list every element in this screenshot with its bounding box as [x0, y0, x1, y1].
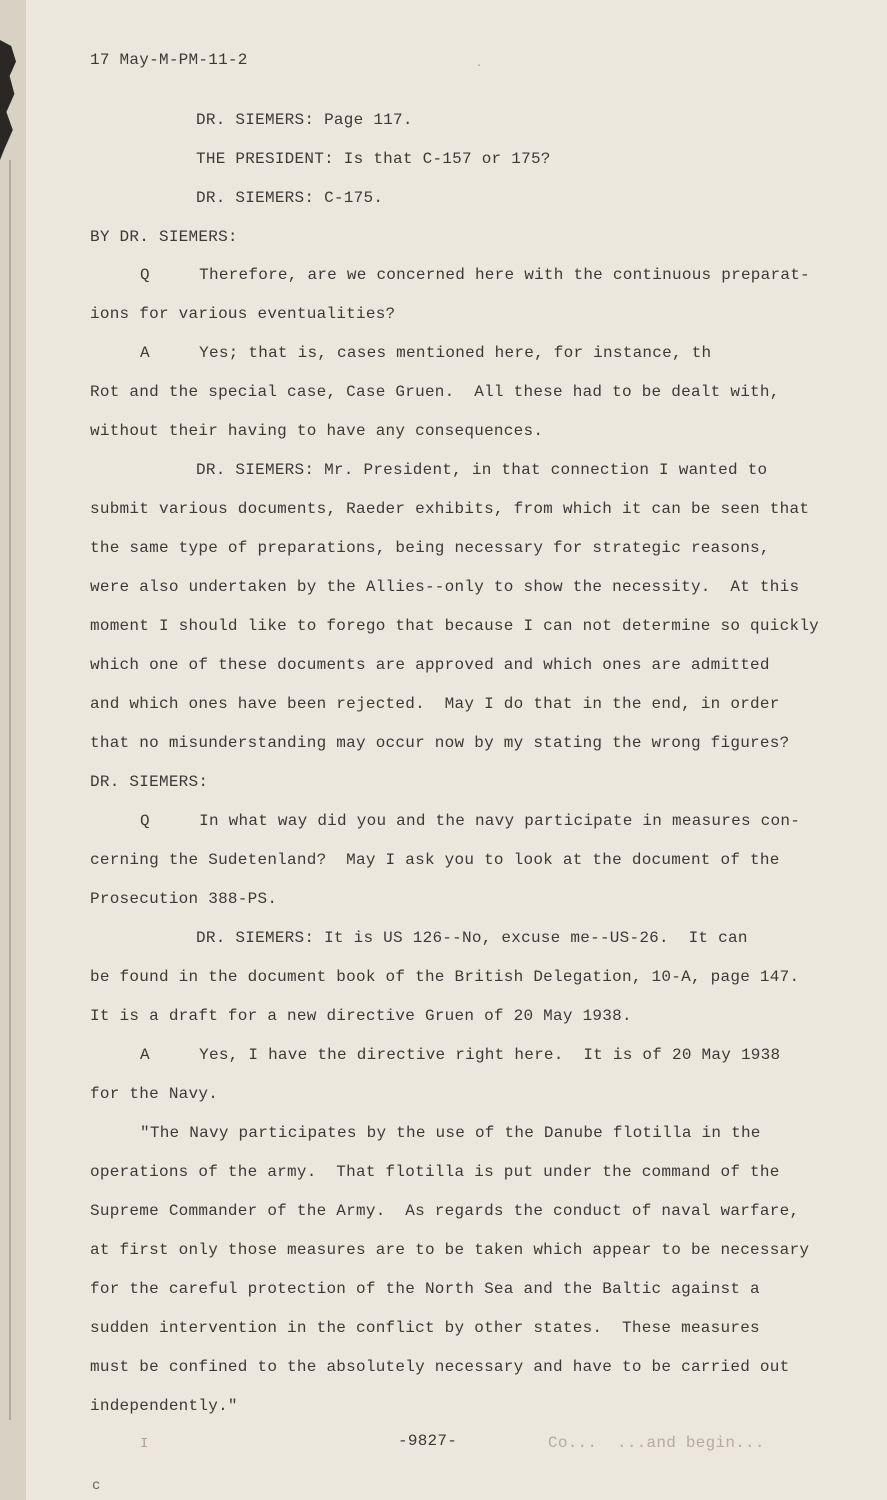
text-line: at first only those measures are to be taken which appear to be necessary — [90, 1241, 810, 1259]
text-line: that no misunderstanding may occur now by my stating the wrong figures? — [90, 734, 790, 752]
text-line: Q Therefore, are we concerned here with the continuous preparat- — [140, 266, 810, 284]
margin-mark: c — [92, 1478, 101, 1494]
text-line: submit various documents, Raeder exhibits, from which it can be seen that — [90, 500, 810, 518]
margin-mark: I — [140, 1436, 149, 1452]
header-reference: 17 May-M-PM-11-2 — [90, 51, 248, 69]
text-line: which one of these documents are approved and which ones are admitted — [90, 656, 770, 674]
text-line: THE PRESIDENT: Is that C-157 or 175? — [196, 150, 551, 168]
text-line: sudden intervention in the conflict by other states. These measures — [90, 1319, 760, 1337]
text-line: independently." — [90, 1397, 238, 1415]
text-line: the same type of preparations, being necessary for strategic reasons, — [90, 539, 770, 557]
text-line: were also undertaken by the Allies--only to show the necessity. At this — [90, 578, 800, 596]
text-line: Rot and the special case, Case Gruen. All these had to be dealt with, — [90, 383, 780, 401]
text-line: operations of the army. That flotilla is put under the command of the — [90, 1163, 780, 1181]
text-line: and which ones have been rejected. May I do that in the end, in order — [90, 695, 780, 713]
text-line: be found in the document book of the British Delegation, 10-A, page 147. — [90, 968, 800, 986]
text-line: A Yes; that is, cases mentioned here, for instance, th — [140, 344, 712, 362]
text-line: It is a draft for a new directive Gruen of 20 May 1938. — [90, 1007, 632, 1025]
torn-left-edge — [0, 0, 26, 1500]
text-line: without their having to have any consequences. — [90, 422, 544, 440]
text-line: A Yes, I have the directive right here. It is of 20 May 1938 — [140, 1046, 781, 1064]
text-line: "The Navy participates by the use of the Danube flotilla in the — [140, 1124, 761, 1142]
text-line: ions for various eventualities? — [90, 305, 396, 323]
text-line: cerning the Sudetenland? May I ask you to look at the document of the — [90, 851, 780, 869]
text-line: for the Navy. — [90, 1085, 219, 1103]
binding-crease — [9, 160, 11, 1420]
text-line: DR. SIEMERS: Page 117. — [196, 111, 413, 129]
text-line: Prosecution 388-PS. — [90, 890, 278, 908]
text-line: Supreme Commander of the Army. As regards the conduct of naval warfare, — [90, 1202, 800, 1220]
text-line: DR. SIEMERS: C-175. — [196, 189, 384, 207]
faint-bleedthrough-text: Co... ...and begin... — [548, 1434, 765, 1452]
text-line: DR. SIEMERS: — [90, 773, 209, 791]
page-number: -9827- — [398, 1432, 458, 1450]
text-line: for the careful protection of the North Sea and the Baltic against a — [90, 1280, 760, 1298]
text-line: must be confined to the absolutely necessary and have to be carried out — [90, 1358, 790, 1376]
text-line: moment I should like to forego that because I can not determine so quickly — [90, 617, 820, 635]
text-line: DR. SIEMERS: It is US 126--No, excuse me--US-26. It can — [196, 929, 748, 947]
text-line: Q In what way did you and the navy participate in measures con- — [140, 812, 801, 830]
stray-mark: . — [476, 59, 483, 70]
text-line: DR. SIEMERS: Mr. President, in that connection I wanted to — [196, 461, 768, 479]
text-line: BY DR. SIEMERS: — [90, 228, 238, 246]
